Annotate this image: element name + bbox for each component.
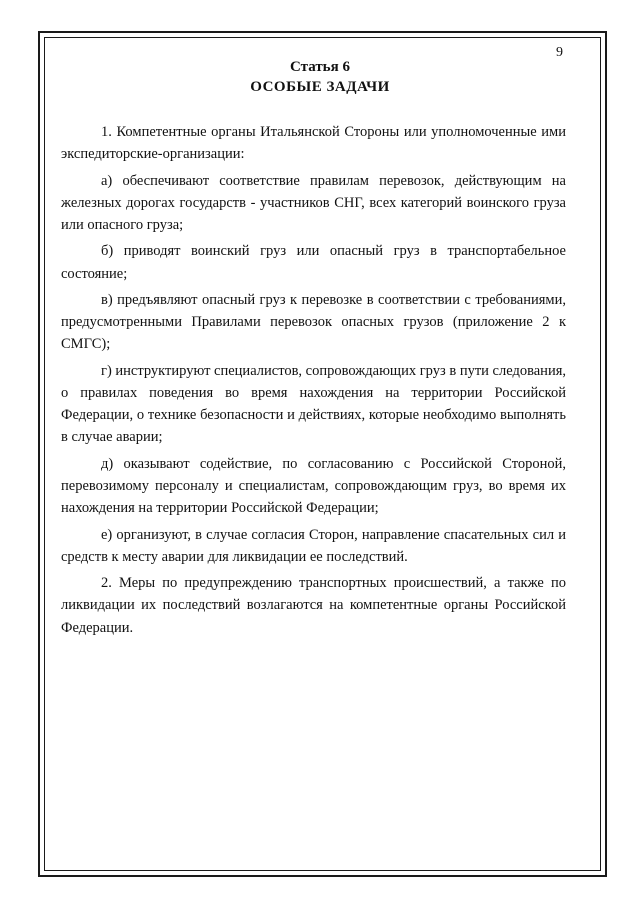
paragraph-1b: б) приводят воинский груз или опасный груз в транспортабельное состояние; (61, 243, 566, 282)
article-body (61, 121, 566, 643)
paragraph-1a: а) обеспечивают соответствие правилам перевозок, действующим на железных дорогах государств - участников СНГ, всех категорий воинского груза или опасного груза; (61, 172, 566, 233)
page-number: 9 (556, 45, 563, 60)
article-number: Статья 6 (290, 59, 350, 75)
paragraph-1e: д) оказывают содействие, по согласованию с Российской Стороной, перевозимому персоналу и специалистам, сопровождающим груз, во время их нахождения на территории Российской Федерации; (61, 455, 566, 517)
paragraph-2: 2. Меры по предупреждению транспортных происшествий, а также по ликвидации их последствий возлагаются на компетентные органы Российской Федерации. (61, 575, 566, 636)
article-title: ОСОБЫЕ ЗАДАЧИ (250, 79, 390, 95)
paragraph-1d: г) инструктируют специалистов, сопровождающих груз в пути следования, о правилах поведения во время нахождения на территории Российской Федерации, о технике безопасности и действиях, которые необходимо выполнять в случае аварии; (61, 362, 566, 446)
paragraph-1f: е) организуют, в случае согласия Сторон, направление спасательных сил и средств к месту аварии для ликвидации ее последствий. (61, 526, 566, 565)
paragraph-1: 1. Компетентные органы Итальянской Стороны или уполномоченные ими экспедиторские-организации: (61, 124, 566, 163)
paragraph-1c: в) предъявляют опасный груз к перевозке в соответствии с требованиями, предусмотренными Правилами перевозок опасных грузов (приложение 2 к СМГС); (61, 291, 566, 353)
